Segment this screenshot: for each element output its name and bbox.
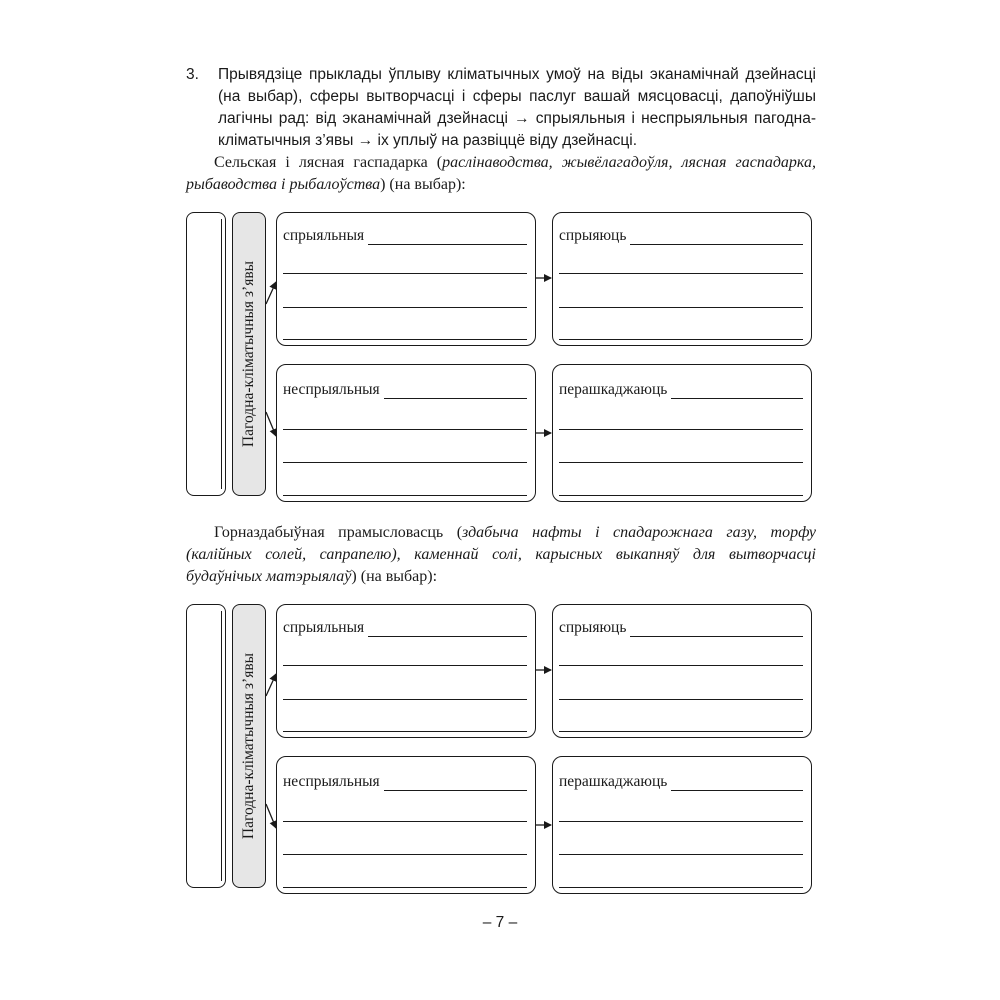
unfavorable-label: неспрыяльныя — [283, 381, 380, 398]
section-2-title: Горназдабыўная прамысловасць — [214, 524, 444, 541]
favorable-box[interactable] — [276, 212, 536, 346]
vertical-label: Пагодна-кліматычныя з’явы — [240, 260, 257, 448]
favor-effect-label: спрыяюць — [559, 227, 627, 244]
hinder-effect-box[interactable] — [552, 756, 812, 894]
unfavorable-label: неспрыяльныя — [283, 773, 380, 790]
favor-effect-box[interactable] — [552, 212, 812, 346]
section-2-examples: здабыча нафты і спадарожнага газу, торфу (калійных солей, сапрапелю), каменнай солі, карысных выкапняў для вытворчасці будаўнічых матэрыялаў — [186, 524, 817, 585]
task-3 — [186, 64, 816, 152]
arrow-to-unfavorable — [266, 804, 276, 828]
diagram-mining — [186, 604, 816, 894]
diagram-agriculture — [186, 212, 816, 502]
section-1-intro: Сельская і лясная гаспадарка (раслінаводства, жывёлагадоўля, лясная гаспадарка, рыбаводства і рыбалоўства) (на выбар): — [186, 154, 816, 193]
arrow-to-favorable — [266, 282, 276, 304]
page-number: – 7 – — [482, 914, 518, 931]
arrow-to-favorable — [266, 674, 276, 696]
favor-effect-label: спрыяюць — [559, 619, 627, 636]
favor-effect-box[interactable] — [552, 604, 812, 738]
task-text: Прывядзіце прыклады ўплыву кліматычных умоў на віды эканамічнай дзейнасці (на выбар), сферы вытворчасці і сферы паслуг вашай мясцовасці, дапоўніўшы лагічны рад: від эканамічнай дзейнасці → спрыяльныя і неспрыяльныя пагодна-кліматычныя з’явы → іх уплыў на развіццё віду дзейнасці. — [218, 66, 816, 149]
arrow-to-unfavorable — [266, 412, 276, 436]
favorable-label: спрыяльныя — [283, 619, 365, 636]
hinder-effect-box[interactable] — [552, 364, 812, 502]
favorable-box[interactable] — [276, 604, 536, 738]
hinder-effect-label: перашкаджаюць — [559, 381, 668, 398]
section-2-intro: Горназдабыўная прамысловасць (здабыча нафты і спадарожнага газу, торфу (калійных солей, сапрапелю), каменнай солі, карысных выкапняў для вытворчасці будаўнічых матэрыялаў) (на выбар): — [186, 524, 817, 585]
hinder-effect-label: перашкаджаюць — [559, 773, 668, 790]
unfavorable-box[interactable] — [276, 364, 536, 502]
vertical-label: Пагодна-кліматычныя з’явы — [240, 652, 257, 840]
favorable-label: спрыяльныя — [283, 227, 365, 244]
unfavorable-box[interactable] — [276, 756, 536, 894]
section-1-examples: раслінаводства, жывёлагадоўля, лясная гаспадарка, рыбаводства і рыбалоўства — [186, 154, 816, 193]
task-number: 3. — [186, 66, 199, 83]
section-1-title: Сельская і лясная гаспадарка — [214, 154, 428, 171]
